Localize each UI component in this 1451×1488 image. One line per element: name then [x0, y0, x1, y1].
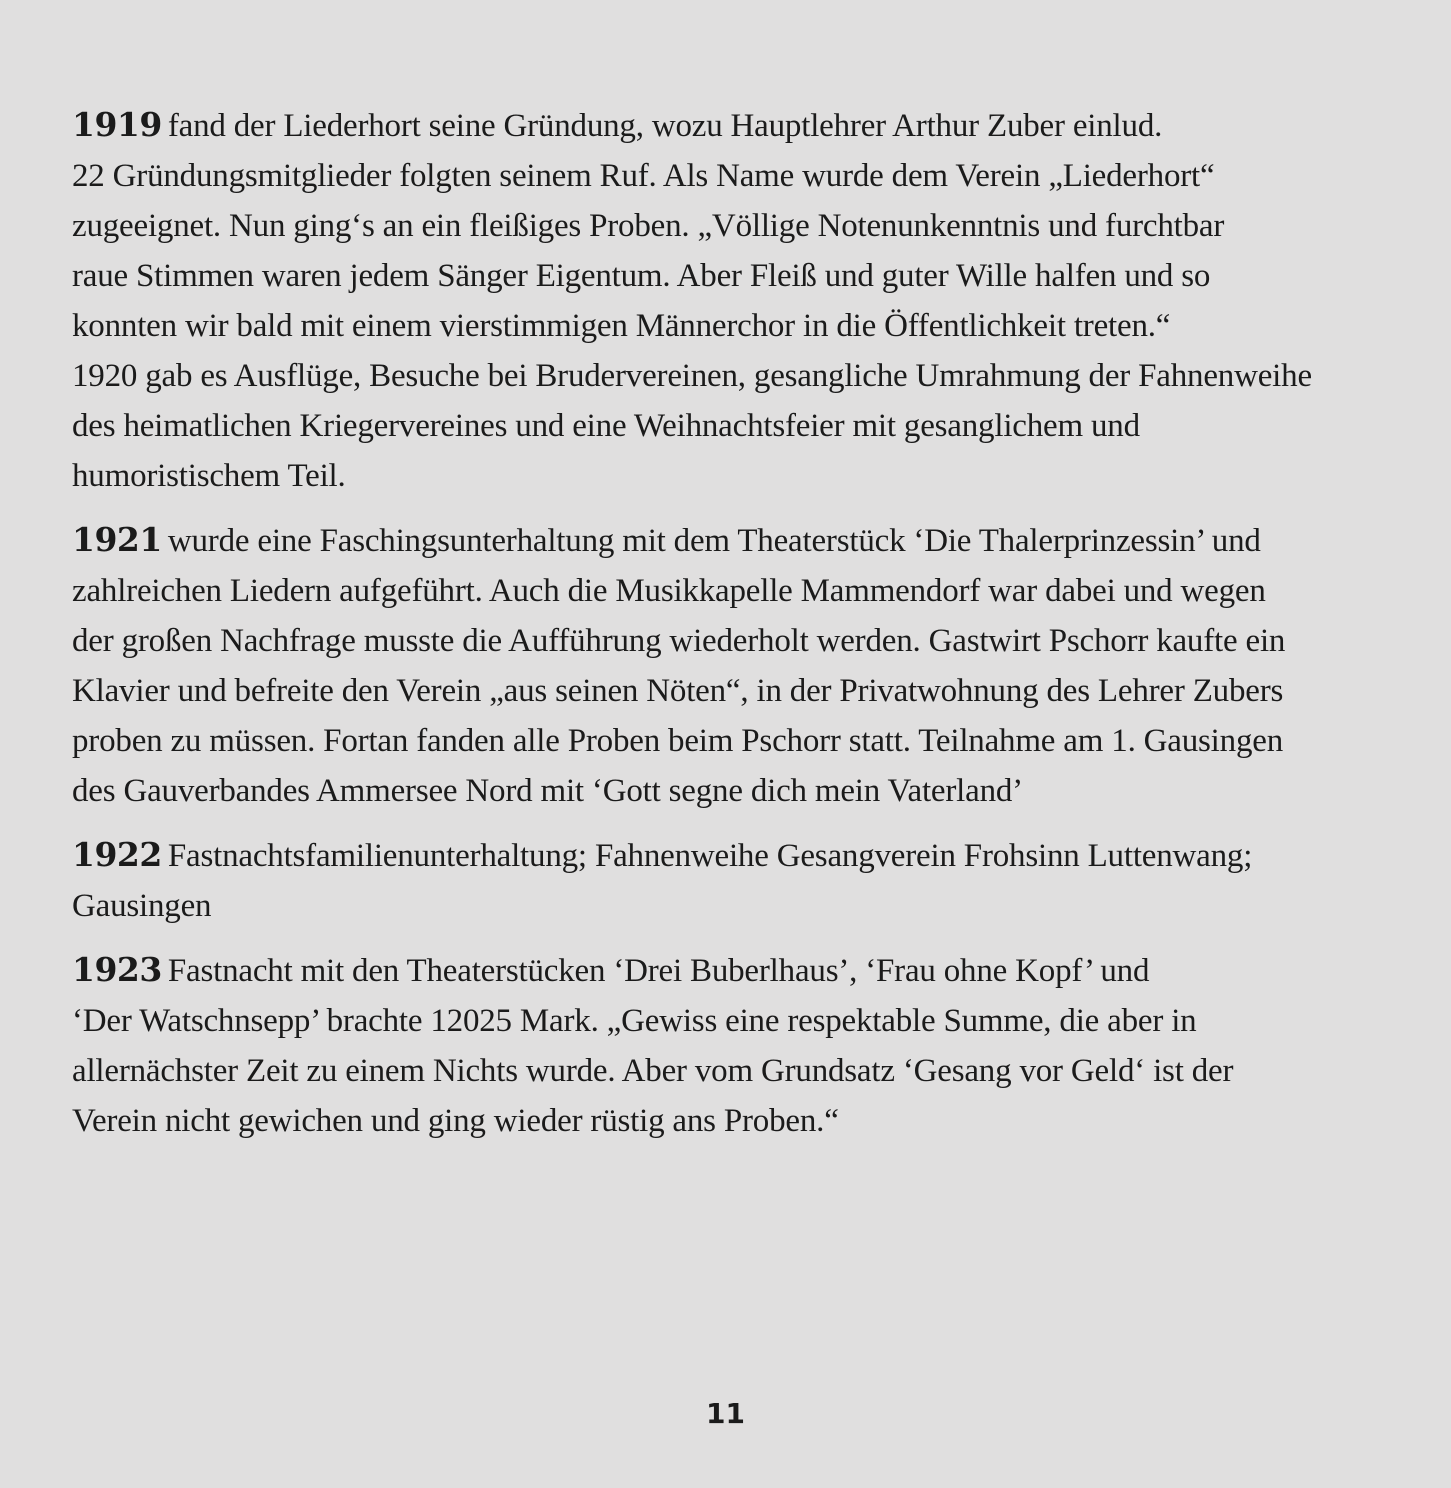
- entry-line: des Gauverbandes Ammersee Nord mit ‘Gott segne dich mein Vaterland’: [72, 773, 1023, 809]
- entry-1919: [72, 100, 1392, 501]
- entry-line: konnten wir bald mit einem vierstimmigen Männerchor in die Öffentlichkeit treten.“: [72, 308, 1171, 344]
- entry-line: wurde eine Faschingsunterhaltung mit dem Theaterstück ‘Die Thalerprinzessin’ und: [167, 523, 1261, 559]
- entry-line: der großen Nachfrage musste die Aufführung wiederholt werden. Gastwirt Pschorr kaufte ein: [72, 623, 1286, 659]
- entry-line: fand der Liederhort seine Gründung, wozu Hauptlehrer Arthur Zuber einlud.: [167, 108, 1163, 144]
- entry-line: humoristischem Teil.: [72, 458, 346, 494]
- entry-line: 1920 gab es Ausflüge, Besuche bei Brudervereinen, gesangliche Umrahmung der Fahnenweihe: [72, 358, 1312, 394]
- entry-line: Fastnacht mit den Theaterstücken ‘Drei Buberlhaus’, ‘Frau ohne Kopf’ und: [167, 953, 1150, 989]
- entry-line: proben zu müssen. Fortan fanden alle Proben beim Pschorr statt. Teilnahme am 1. Gausingen: [72, 723, 1283, 759]
- entry-line: ‘Der Watschnsepp’ brachte 12025 Mark. „Gewiss eine respektable Summe, die aber in: [72, 1003, 1197, 1039]
- entry-line: allernächster Zeit zu einem Nichts wurde. Aber vom Grundsatz ‘Gesang vor Geld‘ ist der: [72, 1053, 1234, 1089]
- year-heading: 1921: [72, 520, 162, 559]
- entry-line: Fastnachtsfamilienunterhaltung; Fahnenweihe Gesangverein Frohsinn Luttenwang;: [167, 838, 1253, 874]
- entry-1922: [72, 830, 1392, 931]
- year-heading: 1923: [72, 950, 162, 989]
- page-number: 11: [706, 1397, 745, 1430]
- entry-line: zahlreichen Liedern aufgeführt. Auch die Musikkapelle Mammendorf war dabei und wegen: [72, 573, 1266, 609]
- entry-line: zugeeignet. Nun ging‘s an ein fleißiges Proben. „Völlige Notenunkenntnis und furchtbar: [72, 208, 1225, 244]
- entry-line: Gausingen: [72, 888, 212, 924]
- entry-line: Verein nicht gewichen und ging wieder rüstig ans Proben.“: [72, 1103, 839, 1139]
- entry-line: Klavier und befreite den Verein „aus seinen Nöten“, in der Privatwohnung des Lehrer Zubers: [72, 673, 1284, 709]
- entry-line: des heimatlichen Kriegervereines und eine Weihnachtsfeier mit gesanglichem und: [72, 408, 1140, 444]
- year-heading: 1922: [72, 835, 162, 874]
- entry-line: raue Stimmen waren jedem Sänger Eigentum. Aber Fleiß und guter Wille halfen und so: [72, 258, 1211, 294]
- entry-line: 22 Gründungsmitglieder folgten seinem Ruf. Als Name wurde dem Verein „Liederhort“: [72, 158, 1215, 194]
- entry-1921: [72, 515, 1392, 816]
- entry-1923: [72, 945, 1392, 1146]
- chronicle-text: [72, 100, 1392, 1160]
- year-heading: 1919: [72, 105, 162, 144]
